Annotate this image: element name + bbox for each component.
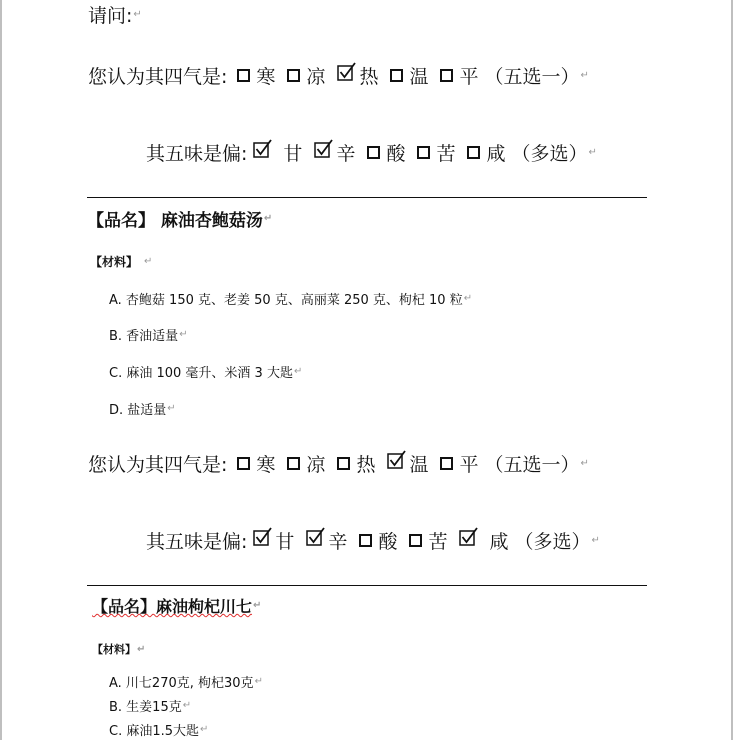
question-label: 请问:	[88, 5, 133, 27]
option-warm[interactable]: 温	[387, 450, 428, 477]
five-flavors-row-1	[146, 139, 597, 166]
material-item: C. 麻油 100 毫升、米酒 3 大匙 ↵	[109, 366, 303, 381]
checkbox-unchecked[interactable]	[417, 146, 430, 159]
option-salty[interactable]: 咸	[459, 527, 508, 554]
checkbox-unchecked[interactable]	[359, 534, 372, 547]
option-sweet[interactable]: 甘	[253, 139, 302, 166]
checkbox-checked[interactable]	[306, 527, 326, 546]
four-qi-row-2	[88, 450, 589, 477]
checkbox-unchecked[interactable]	[440, 457, 453, 470]
option-cold[interactable]: 寒	[237, 62, 275, 89]
option-salty[interactable]: 咸	[467, 139, 505, 166]
four-qi-note: （五选一）	[484, 66, 580, 88]
paragraph-mark-icon: ↵	[137, 643, 146, 655]
checkbox-unchecked[interactable]	[440, 69, 453, 82]
materials-label-line	[90, 253, 152, 270]
option-sour[interactable]: 酸	[367, 139, 405, 166]
checkbox-unchecked[interactable]	[390, 69, 403, 82]
recipe-title-line	[92, 594, 261, 617]
material-item: B. 香油适量 ↵	[109, 329, 188, 344]
material-item: D. 盐适量 ↵	[109, 403, 176, 418]
question-label-line	[88, 1, 142, 28]
paragraph-mark-icon: ↵	[167, 403, 176, 414]
recipe-title-line	[87, 206, 272, 231]
four-qi-prompt: 您认为其四气是:	[88, 454, 228, 476]
recipe-title: 【品名】麻油枸杞川七	[92, 597, 253, 616]
paragraph-mark-icon: ↵	[591, 535, 600, 546]
option-cool[interactable]: 凉	[287, 450, 325, 477]
five-flavors-note: （多选）	[514, 531, 591, 553]
materials-label: 【材料】	[90, 255, 139, 269]
paragraph-mark-icon: ↵	[580, 458, 589, 469]
paragraph-mark-icon: ↵	[182, 700, 192, 711]
four-qi-prompt: 您认为其四气是:	[88, 66, 228, 88]
checkbox-unchecked[interactable]	[237, 69, 250, 82]
paragraph-mark-icon: ↵	[263, 213, 273, 224]
five-flavors-note: （多选）	[511, 143, 588, 165]
paragraph-mark-icon: ↵	[179, 329, 188, 340]
checkbox-checked[interactable]	[253, 139, 273, 158]
checkbox-unchecked[interactable]	[337, 457, 350, 470]
page-edge-right	[731, 0, 733, 740]
checkbox-unchecked[interactable]	[409, 534, 422, 547]
option-bitter[interactable]: 苦	[409, 527, 447, 554]
option-neutral[interactable]: 平	[440, 450, 478, 477]
option-bitter[interactable]: 苦	[417, 139, 455, 166]
checkbox-checked[interactable]	[253, 527, 273, 546]
option-neutral[interactable]: 平	[440, 62, 478, 89]
paragraph-mark-icon: ↵	[254, 676, 263, 687]
paragraph-mark-icon: ↵	[463, 293, 473, 304]
option-pungent[interactable]: 辛	[314, 139, 355, 166]
option-hot[interactable]: 热	[337, 450, 375, 477]
material-item: A. 杏鲍菇 150 克、老姜 50 克、高丽菜 250 克、枸杞 10 粒 ↵	[109, 293, 473, 308]
checkbox-checked[interactable]	[459, 527, 479, 546]
option-cool[interactable]: 凉	[287, 62, 325, 89]
five-flavors-row-2	[146, 527, 600, 554]
option-hot[interactable]: 热	[337, 62, 378, 89]
section-divider	[87, 197, 647, 198]
checkbox-unchecked[interactable]	[367, 146, 380, 159]
checkbox-checked[interactable]	[387, 450, 407, 469]
checkbox-checked[interactable]	[314, 139, 334, 158]
option-sour[interactable]: 酸	[359, 527, 397, 554]
option-sweet[interactable]: 甘	[253, 527, 294, 554]
paragraph-mark-icon: ↵	[200, 724, 209, 735]
paragraph-mark-icon: ↵	[588, 147, 597, 158]
paragraph-mark-icon: ↵	[293, 366, 303, 377]
checkbox-unchecked[interactable]	[237, 457, 250, 470]
page-edge-left	[0, 0, 2, 740]
materials-label: 【材料】	[92, 643, 136, 656]
option-cold[interactable]: 寒	[237, 450, 275, 477]
checkbox-checked[interactable]	[337, 62, 357, 81]
paragraph-mark-icon: ↵	[253, 600, 262, 611]
four-qi-note: （五选一）	[484, 454, 580, 476]
material-item: C. 麻油1.5大匙 ↵	[109, 724, 209, 739]
five-flavors-prompt: 其五味是偏:	[146, 531, 248, 553]
checkbox-unchecked[interactable]	[287, 457, 300, 470]
option-pungent[interactable]: 辛	[306, 527, 347, 554]
material-item: A. 川七270克, 枸杞30克 ↵	[109, 676, 263, 691]
checkbox-unchecked[interactable]	[467, 146, 480, 159]
paragraph-mark-icon: ↵	[133, 9, 142, 20]
five-flavors-prompt: 其五味是偏:	[146, 143, 248, 165]
four-qi-row-1	[88, 62, 589, 89]
materials-label-line	[92, 641, 145, 657]
paragraph-mark-icon: ↵	[580, 70, 589, 81]
material-item: B. 生姜15克 ↵	[109, 700, 192, 715]
recipe-title: 【品名】 麻油杏鲍菇汤	[87, 211, 263, 231]
section-divider	[87, 585, 647, 586]
paragraph-mark-icon: ↵	[144, 256, 153, 267]
option-warm[interactable]: 温	[390, 62, 428, 89]
checkbox-unchecked[interactable]	[287, 69, 300, 82]
